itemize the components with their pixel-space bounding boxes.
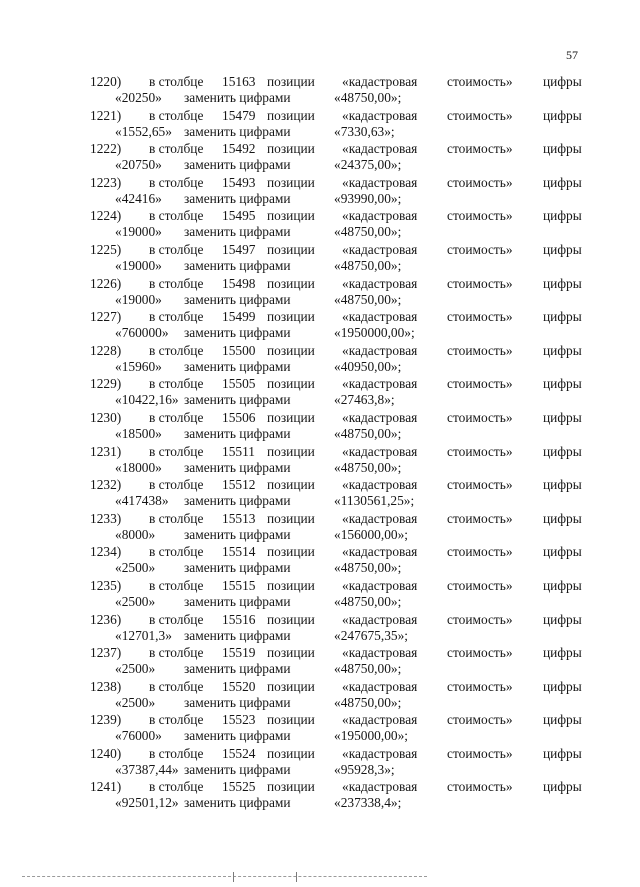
old-value: «42416»	[115, 190, 162, 206]
in-column-text: в столбце	[149, 443, 204, 459]
footer-tick-mark	[296, 872, 297, 882]
replace-instruction: заменить цифрами	[184, 392, 291, 408]
column-number: 15492	[222, 141, 256, 157]
amendment-entry	[0, 276, 640, 310]
attribute-word-2: стоимость»	[447, 141, 513, 157]
attribute-word-1: «кадастровая	[342, 141, 418, 157]
old-value: «18000»	[115, 459, 162, 475]
attribute-word-2: стоимость»	[447, 107, 513, 123]
column-number: 15516	[222, 611, 256, 627]
position-word: позиции	[267, 74, 315, 89]
attribute-word-1: «кадастровая	[342, 174, 418, 190]
amendment-entry	[0, 444, 640, 478]
column-number: 15498	[222, 275, 256, 291]
replace-instruction: заменить цифрами	[184, 257, 291, 273]
old-value: «19000»	[115, 257, 162, 273]
position-word: позиции	[267, 510, 315, 526]
column-number: 15163	[222, 74, 256, 89]
attribute-word-1: «кадастровая	[342, 678, 418, 694]
old-value: «760000»	[115, 325, 169, 341]
attribute-word-1: «кадастровая	[342, 577, 418, 593]
page-number: 57	[566, 48, 578, 62]
position-word: позиции	[267, 107, 315, 123]
new-value: «156000,00»;	[334, 526, 409, 542]
attribute-word-2: стоимость»	[447, 443, 513, 459]
replace-instruction: заменить цифрами	[184, 157, 291, 173]
in-column-text: в столбце	[149, 712, 204, 728]
entry-number: 1231)	[90, 443, 122, 459]
new-value: «48750,00»;	[334, 560, 402, 576]
new-value: «27463,8»;	[334, 392, 395, 408]
position-word: позиции	[267, 275, 315, 291]
digits-word: цифры	[543, 645, 582, 661]
position-word: позиции	[267, 645, 315, 661]
column-number: 15497	[222, 241, 256, 257]
old-value: «20250»	[115, 90, 162, 105]
replace-instruction: заменить цифрами	[184, 90, 291, 105]
new-value: «237338,4»;	[334, 795, 402, 811]
column-number: 15500	[222, 342, 256, 358]
attribute-word-2: стоимость»	[447, 577, 513, 593]
amendment-entry	[0, 74, 640, 108]
amendment-entry	[0, 679, 640, 713]
attribute-word-1: «кадастровая	[342, 779, 418, 795]
old-value: «12701,3»	[115, 627, 172, 643]
replace-instruction: заменить цифрами	[184, 560, 291, 576]
in-column-text: в столбце	[149, 208, 204, 224]
digits-word: цифры	[543, 745, 582, 761]
entry-number: 1222)	[90, 141, 122, 157]
in-column-text: в столбце	[149, 779, 204, 795]
old-value: «2500»	[115, 661, 156, 677]
in-column-text: в столбце	[149, 544, 204, 560]
entry-number: 1226)	[90, 275, 122, 291]
digits-word: цифры	[543, 779, 582, 795]
digits-word: цифры	[543, 678, 582, 694]
replace-instruction: заменить цифрами	[184, 627, 291, 643]
old-value: «19000»	[115, 291, 162, 307]
amendment-entry	[0, 645, 640, 679]
in-column-text: в столбце	[149, 309, 204, 325]
new-value: «48750,00»;	[334, 291, 402, 307]
old-value: «37387,44»	[115, 761, 179, 777]
replace-instruction: заменить цифрами	[184, 224, 291, 240]
position-word: позиции	[267, 409, 315, 425]
replace-instruction: заменить цифрами	[184, 291, 291, 307]
old-value: «8000»	[115, 526, 156, 542]
entry-number: 1238)	[90, 678, 122, 694]
column-number: 15499	[222, 309, 256, 325]
digits-word: цифры	[543, 510, 582, 526]
new-value: «40950,00»;	[334, 358, 402, 374]
digits-word: цифры	[543, 241, 582, 257]
position-word: позиции	[267, 712, 315, 728]
column-number: 15495	[222, 208, 256, 224]
replace-instruction: заменить цифрами	[184, 358, 291, 374]
in-column-text: в столбце	[149, 342, 204, 358]
attribute-word-2: стоимость»	[447, 678, 513, 694]
replace-instruction: заменить цифрами	[184, 123, 291, 139]
amendment-entry	[0, 108, 640, 142]
attribute-word-1: «кадастровая	[342, 208, 418, 224]
column-number: 15515	[222, 577, 256, 593]
entry-number: 1229)	[90, 376, 122, 392]
digits-word: цифры	[543, 477, 582, 493]
position-word: позиции	[267, 443, 315, 459]
entry-number: 1239)	[90, 712, 122, 728]
column-number: 15479	[222, 107, 256, 123]
attribute-word-2: стоимость»	[447, 779, 513, 795]
old-value: «20750»	[115, 157, 162, 173]
new-value: «93990,00»;	[334, 190, 402, 206]
in-column-text: в столбце	[149, 745, 204, 761]
position-word: позиции	[267, 611, 315, 627]
attribute-word-1: «кадастровая	[342, 712, 418, 728]
amendment-entry	[0, 175, 640, 209]
in-column-text: в столбце	[149, 510, 204, 526]
new-value: «48750,00»;	[334, 661, 402, 677]
new-value: «48750,00»;	[334, 90, 402, 105]
attribute-word-1: «кадастровая	[342, 107, 418, 123]
replace-instruction: заменить цифрами	[184, 593, 291, 609]
replace-instruction: заменить цифрами	[184, 728, 291, 744]
amendment-entry	[0, 242, 640, 276]
attribute-word-1: «кадастровая	[342, 477, 418, 493]
attribute-word-2: стоимость»	[447, 745, 513, 761]
amendment-entry	[0, 511, 640, 545]
old-value: «15960»	[115, 358, 162, 374]
new-value: «195000,00»;	[334, 728, 409, 744]
digits-word: цифры	[543, 376, 582, 392]
attribute-word-1: «кадастровая	[342, 376, 418, 392]
attribute-word-2: стоимость»	[447, 208, 513, 224]
old-value: «19000»	[115, 224, 162, 240]
attribute-word-2: стоимость»	[447, 275, 513, 291]
attribute-word-2: стоимость»	[447, 611, 513, 627]
new-value: «24375,00»;	[334, 157, 402, 173]
attribute-word-2: стоимость»	[447, 544, 513, 560]
in-column-text: в столбце	[149, 577, 204, 593]
replace-instruction: заменить цифрами	[184, 459, 291, 475]
new-value: «48750,00»;	[334, 459, 402, 475]
old-value: «18500»	[115, 425, 162, 441]
column-number: 15514	[222, 544, 256, 560]
entry-number: 1225)	[90, 241, 122, 257]
replace-instruction: заменить цифрами	[184, 493, 291, 509]
old-value: «1552,65»	[115, 123, 172, 139]
entry-number: 1220)	[90, 74, 122, 89]
entry-number: 1235)	[90, 577, 122, 593]
position-word: позиции	[267, 779, 315, 795]
attribute-word-1: «кадастровая	[342, 544, 418, 560]
old-value: «10422,16»	[115, 392, 179, 408]
entry-number: 1241)	[90, 779, 122, 795]
in-column-text: в столбце	[149, 409, 204, 425]
new-value: «1130561,25»;	[334, 493, 415, 509]
digits-word: цифры	[543, 712, 582, 728]
entry-number: 1232)	[90, 477, 122, 493]
digits-word: цифры	[543, 342, 582, 358]
position-word: позиции	[267, 309, 315, 325]
digits-word: цифры	[543, 208, 582, 224]
column-number: 15525	[222, 779, 256, 795]
digits-word: цифры	[543, 174, 582, 190]
column-number: 15493	[222, 174, 256, 190]
column-number: 15506	[222, 409, 256, 425]
amendment-entry	[0, 141, 640, 175]
entry-number: 1236)	[90, 611, 122, 627]
old-value: «2500»	[115, 593, 156, 609]
digits-word: цифры	[543, 309, 582, 325]
replace-instruction: заменить цифрами	[184, 694, 291, 710]
replace-instruction: заменить цифрами	[184, 425, 291, 441]
amendment-entry	[0, 410, 640, 444]
attribute-word-2: стоимость»	[447, 712, 513, 728]
column-number: 15519	[222, 645, 256, 661]
attribute-word-1: «кадастровая	[342, 611, 418, 627]
entry-number: 1240)	[90, 745, 122, 761]
new-value: «48750,00»;	[334, 593, 402, 609]
in-column-text: в столбце	[149, 107, 204, 123]
attribute-word-2: стоимость»	[447, 74, 513, 89]
digits-word: цифры	[543, 409, 582, 425]
replace-instruction: заменить цифрами	[184, 795, 291, 811]
position-word: позиции	[267, 477, 315, 493]
amendment-entry	[0, 376, 640, 410]
position-word: позиции	[267, 174, 315, 190]
in-column-text: в столбце	[149, 611, 204, 627]
amendment-entry	[0, 343, 640, 377]
entry-number: 1223)	[90, 174, 122, 190]
digits-word: цифры	[543, 611, 582, 627]
position-word: позиции	[267, 577, 315, 593]
digits-word: цифры	[543, 544, 582, 560]
old-value: «2500»	[115, 560, 156, 576]
new-value: «247675,35»;	[334, 627, 409, 643]
column-number: 15513	[222, 510, 256, 526]
replace-instruction: заменить цифрами	[184, 190, 291, 206]
attribute-word-2: стоимость»	[447, 409, 513, 425]
column-number: 15505	[222, 376, 256, 392]
column-number: 15512	[222, 477, 256, 493]
replace-instruction: заменить цифрами	[184, 526, 291, 542]
attribute-word-1: «кадастровая	[342, 74, 418, 89]
attribute-word-2: стоимость»	[447, 241, 513, 257]
old-value: «92501,12»	[115, 795, 179, 811]
column-number: 15520	[222, 678, 256, 694]
amendment-entry	[0, 544, 640, 578]
attribute-word-1: «кадастровая	[342, 275, 418, 291]
replace-instruction: заменить цифрами	[184, 325, 291, 341]
amendment-entry	[0, 309, 640, 343]
in-column-text: в столбце	[149, 74, 204, 89]
amendment-entry	[0, 477, 640, 511]
entry-number: 1234)	[90, 544, 122, 560]
amendment-list	[0, 74, 640, 813]
digits-word: цифры	[543, 74, 582, 89]
entry-number: 1228)	[90, 342, 122, 358]
attribute-word-1: «кадастровая	[342, 510, 418, 526]
new-value: «48750,00»;	[334, 694, 402, 710]
position-word: позиции	[267, 241, 315, 257]
entry-number: 1237)	[90, 645, 122, 661]
position-word: позиции	[267, 342, 315, 358]
attribute-word-2: стоимость»	[447, 309, 513, 325]
attribute-word-1: «кадастровая	[342, 409, 418, 425]
old-value: «417438»	[115, 493, 169, 509]
entry-number: 1221)	[90, 107, 122, 123]
in-column-text: в столбце	[149, 275, 204, 291]
footer-tick-mark	[233, 872, 234, 882]
amendment-entry	[0, 779, 640, 813]
column-number: 15511	[222, 443, 255, 459]
attribute-word-1: «кадастровая	[342, 443, 418, 459]
amendment-entry	[0, 746, 640, 780]
entry-number: 1224)	[90, 208, 122, 224]
old-value: «76000»	[115, 728, 162, 744]
attribute-word-2: стоимость»	[447, 477, 513, 493]
in-column-text: в столбце	[149, 645, 204, 661]
attribute-word-1: «кадастровая	[342, 645, 418, 661]
position-word: позиции	[267, 376, 315, 392]
attribute-word-1: «кадастровая	[342, 309, 418, 325]
amendment-entry	[0, 612, 640, 646]
digits-word: цифры	[543, 443, 582, 459]
amendment-entry	[0, 578, 640, 612]
entry-number: 1233)	[90, 510, 122, 526]
digits-word: цифры	[543, 107, 582, 123]
in-column-text: в столбце	[149, 376, 204, 392]
position-word: позиции	[267, 141, 315, 157]
position-word: позиции	[267, 678, 315, 694]
in-column-text: в столбце	[149, 141, 204, 157]
old-value: «2500»	[115, 694, 156, 710]
in-column-text: в столбце	[149, 241, 204, 257]
column-number: 15524	[222, 745, 256, 761]
replace-instruction: заменить цифрами	[184, 661, 291, 677]
footer-divider	[22, 876, 427, 877]
amendment-entry	[0, 208, 640, 242]
attribute-word-2: стоимость»	[447, 645, 513, 661]
attribute-word-2: стоимость»	[447, 174, 513, 190]
attribute-word-1: «кадастровая	[342, 342, 418, 358]
new-value: «48750,00»;	[334, 224, 402, 240]
in-column-text: в столбце	[149, 477, 204, 493]
position-word: позиции	[267, 544, 315, 560]
attribute-word-1: «кадастровая	[342, 241, 418, 257]
amendment-entry	[0, 712, 640, 746]
entry-number: 1227)	[90, 309, 122, 325]
digits-word: цифры	[543, 577, 582, 593]
attribute-word-2: стоимость»	[447, 510, 513, 526]
attribute-word-2: стоимость»	[447, 376, 513, 392]
position-word: позиции	[267, 745, 315, 761]
attribute-word-2: стоимость»	[447, 342, 513, 358]
new-value: «95928,3»;	[334, 761, 395, 777]
new-value: «48750,00»;	[334, 257, 402, 273]
new-value: «1950000,00»;	[334, 325, 415, 341]
digits-word: цифры	[543, 141, 582, 157]
in-column-text: в столбце	[149, 678, 204, 694]
entry-number: 1230)	[90, 409, 122, 425]
in-column-text: в столбце	[149, 174, 204, 190]
replace-instruction: заменить цифрами	[184, 761, 291, 777]
new-value: «7330,63»;	[334, 123, 395, 139]
position-word: позиции	[267, 208, 315, 224]
attribute-word-1: «кадастровая	[342, 745, 418, 761]
digits-word: цифры	[543, 275, 582, 291]
column-number: 15523	[222, 712, 256, 728]
new-value: «48750,00»;	[334, 425, 402, 441]
